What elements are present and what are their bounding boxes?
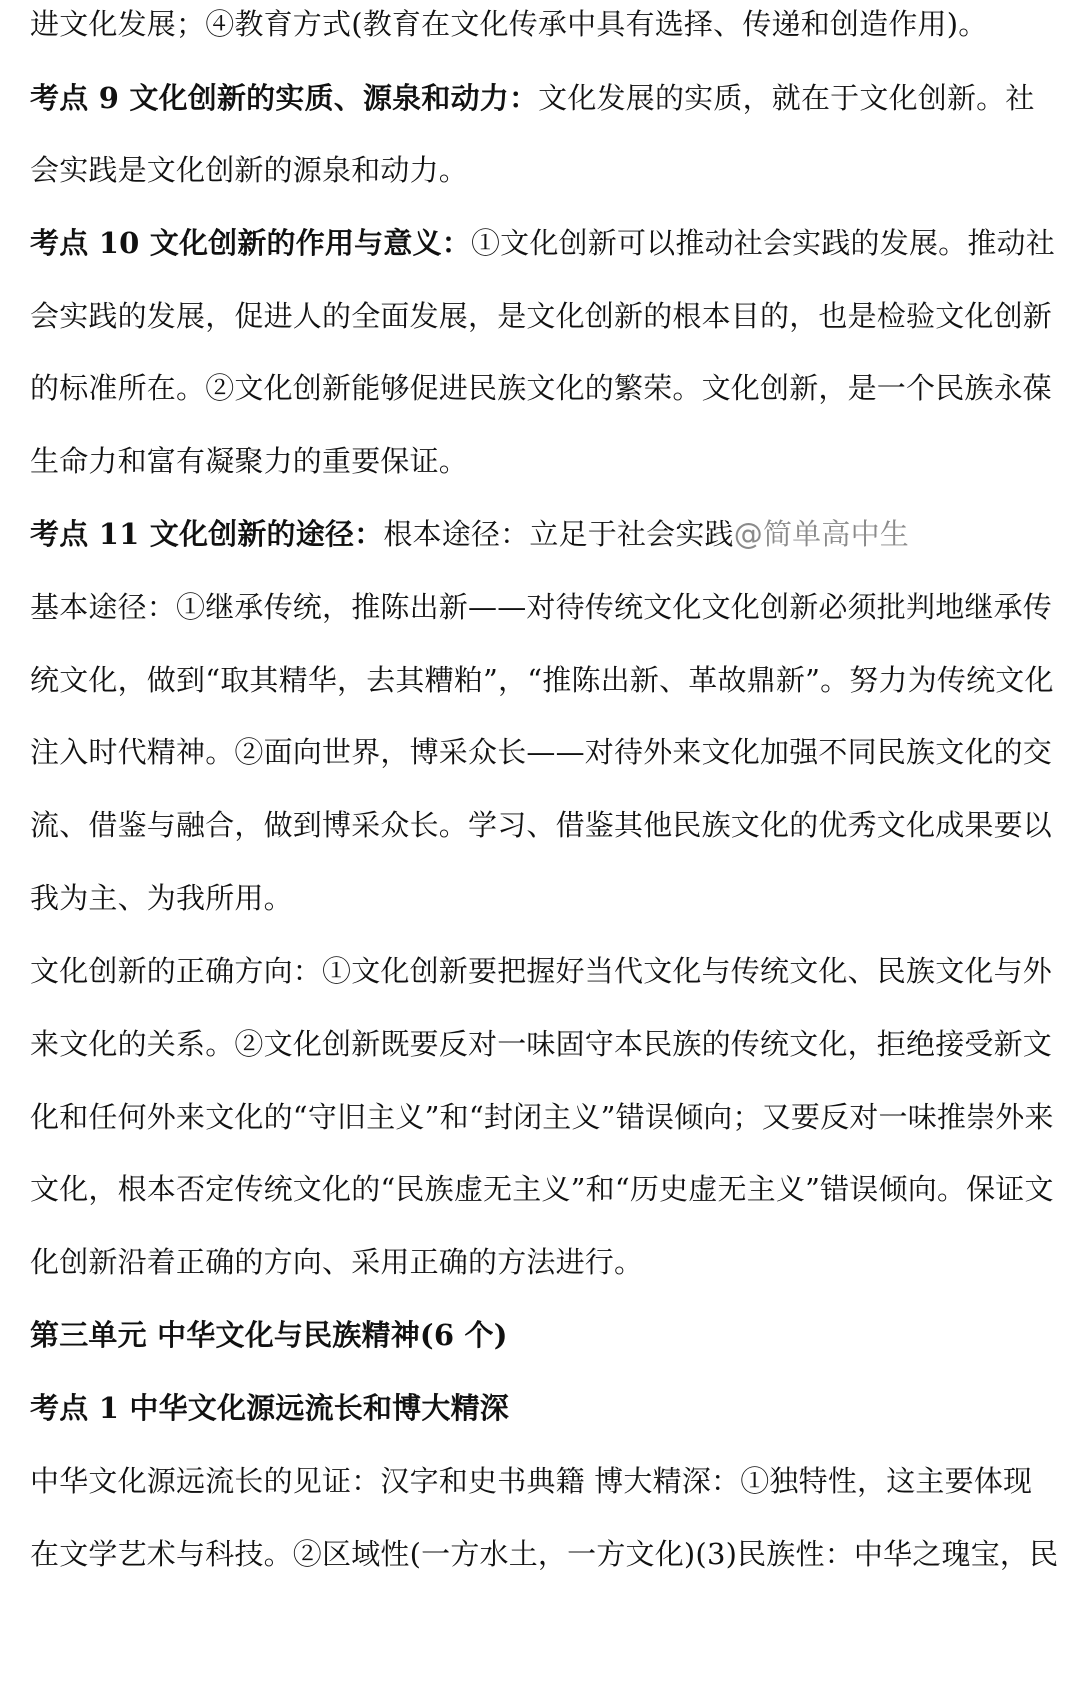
unit-heading: 第三单元 中华文化与民族精神(6 个) [30, 1318, 508, 1352]
text-line: 统文化，做到“取其精华，去其糟粕”，“推陈出新、革故鼎新”。努力为传统文化 [30, 663, 1054, 697]
text-line: 我为主、为我所用。 [30, 881, 293, 915]
section-label: 考点 11 文化创新的途径： [30, 517, 384, 551]
text-line: 流、借鉴与融合，做到博采众长。学习、借鉴其他民族文化的优秀文化成果要以 [30, 808, 1053, 842]
text-line: 化和任何外来文化的“守旧主义”和“封闭主义”错误倾向；又要反对一味推崇外来 [30, 1100, 1054, 1134]
text-line: 进文化发展；④教育方式(教育在文化传承中具有选择、传递和创造作用)。 [30, 7, 988, 41]
text-line: 的标准所在。②文化创新能够促进民族文化的繁荣。文化创新，是一个民族永葆 [30, 371, 1053, 405]
text-line: 注入时代精神。②面向世界，博采众长——对待外来文化加强不同民族文化的交 [30, 735, 1053, 769]
text-line: 考点 10 文化创新的作用与意义：①文化创新可以推动社会实践的发展。推动社 [30, 226, 1055, 260]
text-line: 文化创新的正确方向：①文化创新要把握好当代文化与传统文化、民族文化与外 [30, 954, 1053, 988]
text-line: 文化，根本否定传统文化的“民族虚无主义”和“历史虚无主义”错误倾向。保证文 [30, 1172, 1054, 1206]
text-line: 考点 9 文化创新的实质、源泉和动力：文化发展的实质，就在于文化创新。社 [30, 81, 1035, 115]
text-line: 生命力和富有凝聚力的重要保证。 [30, 444, 469, 478]
text-line: 在文学艺术与科技。②区域性(一方水土，一方文化)(3)民族性：中华之瑰宝，民 [30, 1537, 1059, 1571]
section-label: 考点 10 文化创新的作用与意义： [30, 226, 471, 260]
section-label: 考点 9 文化创新的实质、源泉和动力： [30, 81, 539, 115]
watermark-text: @简单高中生 [733, 517, 909, 551]
text-line: 基本途径：①继承传统，推陈出新——对待传统文化文化创新必须批判地继承传 [30, 590, 1053, 624]
text-line: 化创新沿着正确的方向、采用正确的方法进行。 [30, 1245, 644, 1279]
text-line: 中华文化源远流长的见证：汉字和史书典籍 博大精深：①独特性，这主要体现 [30, 1464, 1033, 1498]
text-line: 考点 11 文化创新的途径：根本途径：立足于社会实践@简单高中生 [30, 517, 909, 551]
section-heading: 考点 1 中华文化源远流长和博大精深 [30, 1391, 509, 1425]
text-line: 会实践的发展，促进人的全面发展，是文化创新的根本目的，也是检验文化创新 [30, 299, 1053, 333]
text-line: 会实践是文化创新的源泉和动力。 [30, 153, 469, 187]
text-line: 来文化的关系。②文化创新既要反对一味固守本民族的传统文化，拒绝接受新文 [30, 1027, 1053, 1061]
